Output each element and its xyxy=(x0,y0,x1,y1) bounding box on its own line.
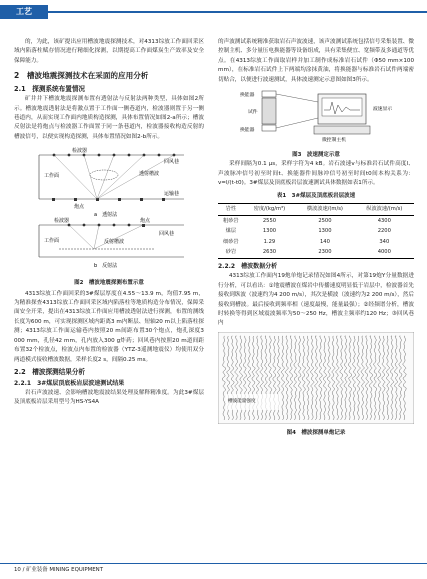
fig-b-label-receiver: 检波器 xyxy=(54,218,70,225)
table-row xyxy=(218,237,414,248)
fig-a-sublabel: a 透射法 xyxy=(94,212,118,219)
footer-rule xyxy=(0,563,427,564)
fig-b-label-reflect-wave: 反射槽波 xyxy=(104,239,125,246)
page-footer xyxy=(0,563,427,575)
table-cell: 砂岩 xyxy=(218,248,244,259)
section-heading-2: 2 槽波地震探测技术在采面的应用分析 xyxy=(14,71,149,81)
table-cell: 2550 xyxy=(262,217,277,224)
fig4-annotation: 槽波能量强度 xyxy=(228,398,256,404)
table-cell: 1300 xyxy=(262,228,277,235)
table-cell: 细砂岩 xyxy=(223,238,239,245)
table-header: 纵波波速/(m/s) xyxy=(355,203,414,215)
section-heading-2-1: 2.1 探测系统布置情况 xyxy=(14,85,86,94)
intro-paragraph: 的，为此，该矿提出应用槽波地震探测技术，对4313综放工作面回采区域内陷落柱赋存情况进行精细化探测，以期提高工作面煤炭生产效率及安全保障能力。 xyxy=(14,39,204,64)
paragraph-face-details: 4313综放工作面回采的3#煤层厚度在4.55～13.9 m，均值7.95 m，为精准探查4313综放工作面回采区域内陷落柱等地质构造分布情况，保障采面安全开采，提出在4313综放工作面应用槽波透射法进行探测，布置的测线长度为600 m，可实现探测区域内距离3 m内断层、短轴20 m以上陷落柱探测；4313综放工作面运输巷内按照20 m间距布置30个炮点，炮孔深度3 000 mm，孔径42 mm，孔内放入300 g炸药；回风巷内按照20 m道间距布置32个检波点，检波点内布置的检波器（YTZ-3遥测地震仪）均使用双分两道模式接收槽波数据，采样长度2 s，间隔0.25 ms。 xyxy=(14,290,204,363)
table-cell: 2630 xyxy=(244,248,296,259)
paragraph-sonic-system: 的声波测试系统精准获取岩石声波波速，该声波测试系统包括信号采集装置、微控制主机、多分量压电换能器等设备组成，具有采集便宜、宽频带及多通道等优点。在4313综放工作面取岩样并加工制作成标准岩石试件（Φ50 mm×100 mm），在标准岩石试件上下两端均涂抹黄油，将换能器与标准岩石试件两端密切贴合，以便进行波速测试，具体波速测定示意图如图3所示。 xyxy=(218,39,414,83)
table-cell: 1.29 xyxy=(263,238,276,245)
table-row xyxy=(218,216,414,227)
fig-label-receiver: 检波器 xyxy=(72,148,88,155)
table-cell: 粗砂岩 xyxy=(223,217,239,224)
figure-3-caption: 图3 波速测定示意 xyxy=(292,152,340,159)
receiver-row-b xyxy=(68,224,145,227)
fig3-label-host: 微控制主机 xyxy=(322,138,346,144)
paragraph-channel-wave-analysis: 4313综放工作面内19炮单炮记录情况如图4所示，对第19炮Y分量数据进行分析，可以看出：①地震槽波在煤岩中传播速度明显低于岩层中，检波器首先接收到纵波（波速约为4 200 m/s），其次是横波（波速约为2 200 m/s），然后接收到槽波。最后接收到频率相（速度最慢，能量最强）；②经频谱分析，槽波时转换等得到区域震波频率为50～250 Hz，槽波主频率约120 Hz；③回风巷内 xyxy=(218,273,414,327)
wave-velocity-table xyxy=(218,203,414,260)
fig3-label-display: 波速显示 xyxy=(373,107,393,113)
fig-label-face-a: 工作面 xyxy=(44,173,60,180)
table-cell: 2300 xyxy=(295,248,354,259)
table-1-caption: 表1 3#煤层及顶底板岩层波速 xyxy=(276,192,356,199)
fig-label-return-road: 回风巷 xyxy=(164,159,180,166)
fig-b-label-shot: 炮点 xyxy=(140,218,151,225)
table-cell: 煤层 xyxy=(225,228,237,235)
paragraph-layout: 矿井井下槽波地震探测布置有透射法与反射法两种类型，具体如图2所示。槽波地震透射法是将激点置于工作面一侧巷道内，检波器则置于另一侧巷道内，从而实现工作面内地质构造探测，具体布置情况如图2-a所示；槽波反射法是将炮点与检波器工作面置于同一条巷道内，检波器接收构造反射的槽波信号，以便实现构造探测，具体布置情况如图2-b所示。 xyxy=(14,96,204,140)
figure-2 xyxy=(14,145,204,287)
section-heading-2-2-1: 2.2.1 3#煤层顶底板岩层波速测试结果 xyxy=(14,379,125,387)
page-header xyxy=(0,0,427,26)
figure-4-seismogram xyxy=(218,332,414,424)
figure-4-caption: 图4 槽波探测单炮记录 xyxy=(286,430,346,437)
fig-b-label-return-road: 回风巷 xyxy=(159,231,175,238)
fig-label-transmit-wave: 透射槽波 xyxy=(139,171,160,178)
table-header: 横波波速/(m/s) xyxy=(295,203,354,215)
fig3-label-transducer-bottom: 换能器 xyxy=(240,128,255,134)
table-cell: 1300 xyxy=(318,228,332,235)
fig-b-sublabel: b 反射法 xyxy=(94,263,118,270)
paragraph-sampling: 采样间隔为0.1 μs，采样字符为4 kB。岩石波速v与标准岩石试件高度l、声波脉冲信号初至时间t、换能器件间脉冲信号初至时间t0间本构关系为：v=l/(t-t0)。3#煤层及顶底板岩层波速测试具体数据如表1所示。 xyxy=(218,161,414,187)
figure-2-caption: 图2 槽波地震探测布置示意 xyxy=(74,279,144,286)
section-heading-2-2-2: 2.2.2 槽波数据分析 xyxy=(218,263,278,271)
right-column xyxy=(218,38,414,438)
table-cell: 140 xyxy=(319,238,330,245)
fig-label-shot: 炮点 xyxy=(74,204,85,211)
table-header: 密度/(kg/m³) xyxy=(244,203,296,215)
table-cell: 4300 xyxy=(377,217,391,224)
table-header: 岩性 xyxy=(218,203,244,215)
figure-3-drawing xyxy=(218,88,414,146)
section-tab: 工艺 xyxy=(0,5,48,19)
table-row xyxy=(218,227,414,238)
section-heading-2-2: 2.2 槽波探测结果分析 xyxy=(14,367,86,376)
fig-label-transport-road: 运输巷 xyxy=(164,191,180,198)
figure-4 xyxy=(218,332,414,438)
table-cell: 2500 xyxy=(318,217,332,224)
fig3-label-specimen: 试件 xyxy=(248,110,258,116)
left-column xyxy=(14,38,204,408)
table-cell: 2200 xyxy=(377,228,391,235)
figure-2-drawing xyxy=(14,145,204,273)
paragraph-wave-velocity: 岩石声波波速、会影响槽波地震波结果处理及解释精准度。为此3#煤层及顶底板岩层采用型号为HS-YS4A xyxy=(14,389,204,406)
fig-label-face-b: 工作面 xyxy=(44,238,60,245)
fig3-label-transducer-top: 换能器 xyxy=(240,93,255,99)
shot-row-a xyxy=(52,198,165,201)
table-row xyxy=(218,248,414,259)
figure-3 xyxy=(218,88,414,160)
table-cell: 340 xyxy=(379,238,390,245)
table-cell: 4000 xyxy=(355,248,414,259)
footer-page-text: 10 / 矿业装备 MINING EQUIPMENT xyxy=(14,567,103,573)
header-rule xyxy=(48,11,427,13)
